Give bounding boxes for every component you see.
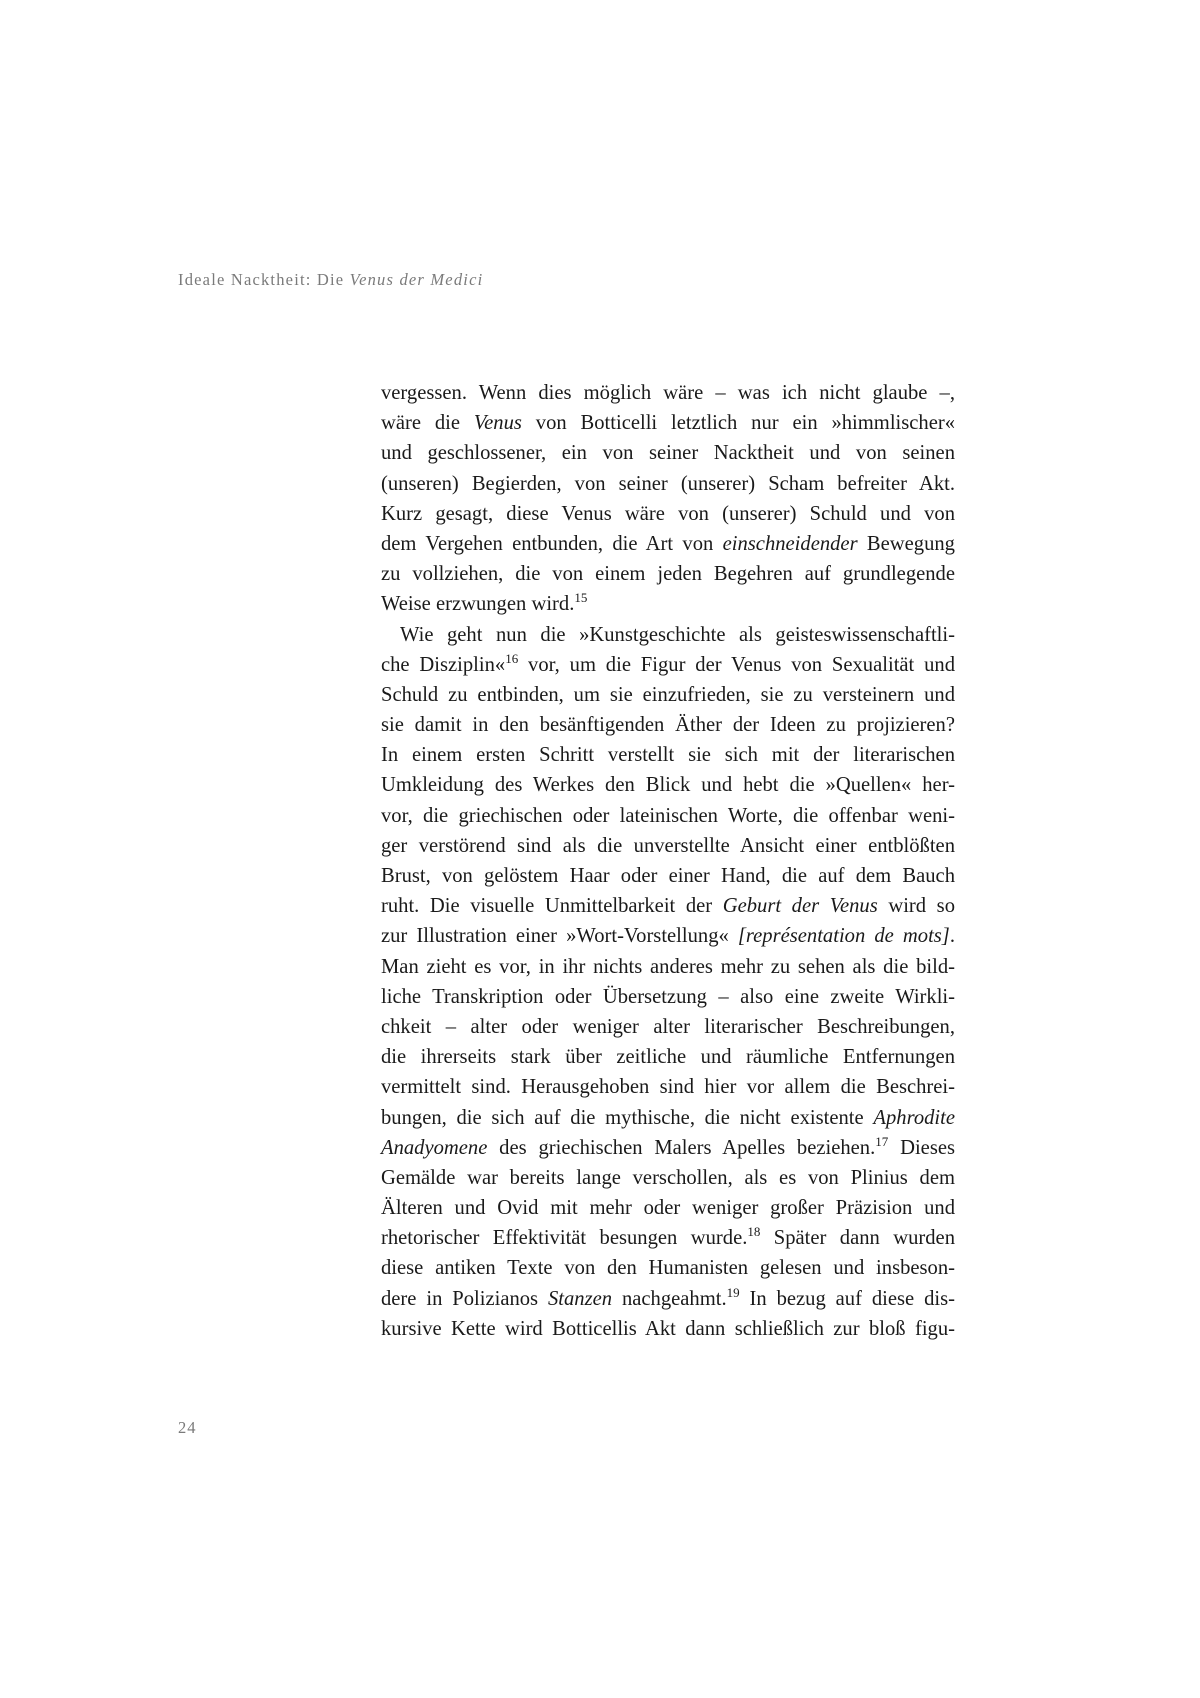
text-line <box>381 770 955 800</box>
italic-text: Aphrodite <box>873 1106 955 1129</box>
text-line <box>381 982 955 1012</box>
text-line <box>381 378 955 408</box>
text-segment: diese antiken Texte von den Humanisten gelesen und insbeson- <box>381 1257 955 1280</box>
text-segment: zu vollziehen, die von einem jeden Begehren auf grundlegende <box>381 563 955 586</box>
text-segment: In einem ersten Schritt verstellt sie sich mit der literarischen <box>381 744 955 767</box>
text-line <box>381 620 955 650</box>
text-line <box>381 529 955 559</box>
text-line <box>381 1253 955 1283</box>
italic-text: Geburt der Venus <box>722 895 878 918</box>
text-line <box>381 680 955 710</box>
text-segment: Kurz gesagt, diese Venus wäre von (unserer) Schuld und von <box>381 502 955 525</box>
text-segment: bungen, die sich auf die mythische, die nicht existente <box>381 1106 874 1129</box>
text-line <box>381 1223 955 1253</box>
text-segment: ruht. Die visuelle Unmittelbarkeit der <box>381 895 723 918</box>
text-segment: wird so <box>877 895 955 918</box>
text-line <box>381 891 955 921</box>
footnote-ref: 17 <box>875 1133 889 1149</box>
footnote-ref: 19 <box>726 1284 740 1300</box>
text-segment: ger verstörend sind als die unverstellte Ansicht einer entblößten <box>381 834 955 857</box>
text-line <box>381 1103 955 1133</box>
text-segment: chkeit – alter oder weniger alter literarischer Beschreibungen, <box>381 1015 955 1038</box>
italic-text: Anadyomene <box>381 1136 488 1159</box>
text-segment: Umkleidung des Werkes den Blick und hebt die »Quellen« her- <box>381 774 955 797</box>
text-line <box>381 1193 955 1223</box>
page-number: 24 <box>178 1418 197 1437</box>
running-head-italic-title: Venus der Medici <box>349 270 484 289</box>
text-segment: Älteren und Ovid mit mehr oder weniger großer Präzision und <box>381 1197 955 1220</box>
footnote-ref: 15 <box>574 590 588 606</box>
text-segment: liche Transkription oder Übersetzung – also eine zweite Wirkli- <box>381 985 955 1008</box>
text-line <box>381 1012 955 1042</box>
text-line <box>381 861 955 891</box>
text-segment: Gemälde war bereits lange verschollen, als es von Plinius dem <box>381 1166 955 1189</box>
text-line <box>381 469 955 499</box>
text-segment: che Disziplin« <box>381 653 506 676</box>
text-line <box>381 589 955 619</box>
text-segment: sie damit in den besänftigenden Äther der Ideen zu projizieren? <box>381 714 955 737</box>
text-line <box>381 710 955 740</box>
text-segment: Später dann wurden <box>760 1227 955 1250</box>
text-segment: kursive Kette wird Botticellis Akt dann schließlich zur bloß figu- <box>381 1317 955 1340</box>
text-line <box>381 1284 955 1314</box>
text-segment: Wie geht nun die »Kunstgeschichte als geisteswissenschaftli- <box>400 623 955 646</box>
text-segment: . <box>949 925 955 948</box>
text-segment: Man zieht es vor, in ihr nichts anderes mehr zu sehen als die bild- <box>381 955 955 978</box>
text-segment: zur Illustration einer »Wort-Vorstellung« <box>381 925 738 948</box>
text-line <box>381 952 955 982</box>
text-segment: Bewegung <box>857 532 955 555</box>
text-line <box>381 801 955 831</box>
text-segment: und geschlossener, ein von seiner Nacktheit und von seinen <box>381 442 955 465</box>
text-segment: Brust, von gelöstem Haar oder einer Hand, die auf dem Bauch <box>381 865 955 887</box>
running-head <box>178 270 483 290</box>
text-segment: Dieses <box>888 1136 955 1159</box>
text-line <box>381 831 955 861</box>
italic-text: Venus <box>473 412 522 435</box>
footnote-ref: 18 <box>747 1224 761 1240</box>
italic-text: [représentation de mots] <box>737 925 950 948</box>
italic-text: Stanzen <box>547 1287 613 1310</box>
text-segment: Weise erzwungen wird. <box>381 593 575 616</box>
text-segment: wäre die <box>381 412 474 435</box>
text-segment: vermittelt sind. Herausgehoben sind hier vor allem die Beschrei- <box>381 1076 955 1099</box>
text-line <box>381 1042 955 1072</box>
text-line <box>381 650 955 680</box>
footnote-ref: 16 <box>505 650 519 666</box>
text-segment: nachgeahmt. <box>612 1287 727 1310</box>
text-segment: dem Vergehen entbunden, die Art von <box>381 532 723 555</box>
body-text <box>381 378 955 1344</box>
text-segment: vor, um die Figur der Venus von Sexualität und <box>518 653 956 676</box>
text-segment: die ihrerseits stark über zeitliche und räumliche Entfernungen <box>381 1046 955 1069</box>
text-line <box>381 1133 955 1163</box>
text-segment: rhetorischer Effektivität besungen wurde. <box>381 1227 748 1250</box>
text-line <box>381 921 955 951</box>
text-line <box>381 1072 955 1102</box>
text-line <box>381 408 955 438</box>
text-segment: vor, die griechischen oder lateinischen Worte, die offenbar weni- <box>381 804 955 827</box>
running-head-prefix: Ideale Nacktheit: Die <box>178 270 350 289</box>
text-segment: dere in Polizianos <box>381 1287 548 1310</box>
text-segment: (unseren) Begierden, von seiner (unserer) Scham befreiter Akt. <box>381 472 955 495</box>
text-segment: In bezug auf diese dis- <box>739 1287 955 1310</box>
text-line <box>381 499 955 529</box>
text-segment: vergessen. Wenn dies möglich wäre – was ich nicht glaube –, <box>381 382 955 404</box>
text-segment: von Botticelli letztlich nur ein »himmlischer« <box>521 412 956 435</box>
italic-text: einschneidender <box>722 532 858 555</box>
text-segment: des griechischen Malers Apelles beziehen. <box>487 1136 876 1159</box>
text-line <box>381 1314 955 1344</box>
text-line <box>381 438 955 468</box>
text-line <box>381 559 955 589</box>
text-line <box>381 740 955 770</box>
text-line <box>381 1163 955 1193</box>
text-segment: Schuld zu entbinden, um sie einzufrieden, sie zu versteinern und <box>381 683 955 706</box>
